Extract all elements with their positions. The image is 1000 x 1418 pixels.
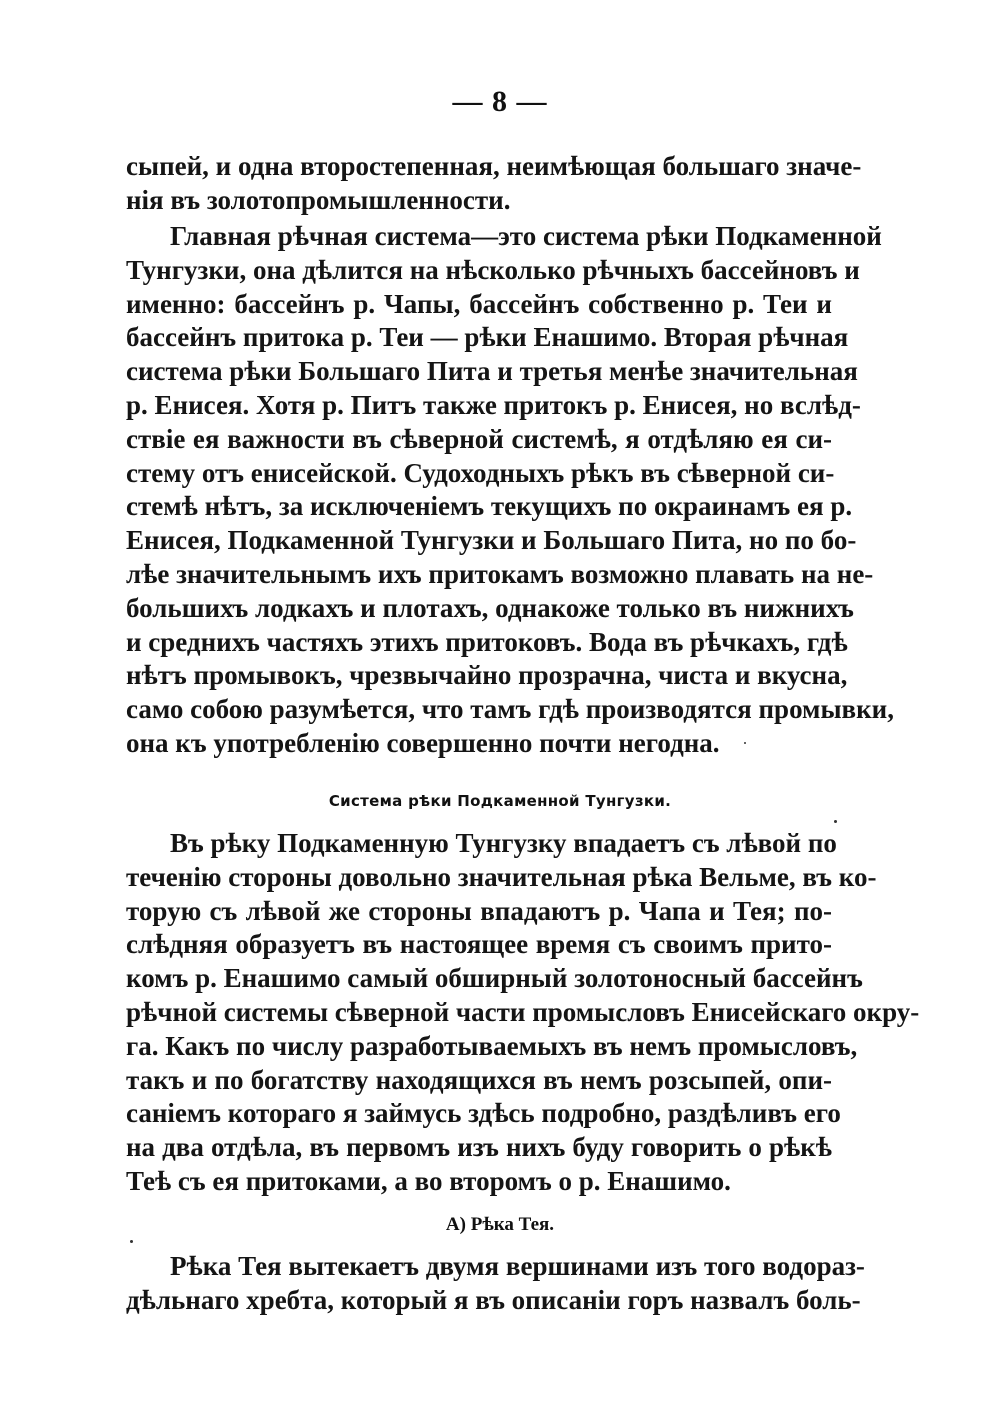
text-line: она къ употребленію совершенно почти негодна.	[126, 727, 720, 758]
text-line: стему отъ енисейской. Судоходныхъ рѣкъ въ сѣверной си-	[126, 457, 835, 488]
text-line: Теѣ съ ея притоками, а во второмъ о р. Енашимо.	[126, 1165, 731, 1196]
text-line: сыпей, и одна второстепенная, неимѣющая большаго значе-	[126, 151, 862, 181]
text-line: р. Енисея. Хотя р. Питъ также притокъ р. Енисея, но вслѣд-	[126, 389, 861, 420]
text-line: большихъ лодкахъ и плотахъ, однакоже только въ нижнихъ	[126, 592, 854, 623]
section-heading: Система рѣки Подкаменной Тунгузки.	[328, 792, 672, 810]
paragraph-tea	[126, 1250, 865, 1318]
text-line: дѣльнаго хребта, который я въ описаніи горъ назвалъ боль-	[126, 1284, 861, 1315]
paragraph-tunguska	[126, 827, 920, 1199]
text-line: Тунгузки, она дѣлится на нѣсколько рѣчныхъ бассейновъ и	[126, 254, 860, 285]
text-line: комъ р. Енашимо самый обширный золотоносный бассейнъ	[126, 963, 863, 994]
text-line: лѣе значительнымъ ихъ притокамъ возможно плавать на не-	[126, 558, 874, 589]
text-line: нія въ золотопромышленности.	[126, 184, 511, 215]
text-line: Рѣка Тея вытекаетъ двумя вершинами изъ того водораз-	[170, 1251, 865, 1281]
text-line: такъ и по богатству находящихся въ немъ розсыпей, опи-	[126, 1064, 832, 1095]
text-line: на два отдѣла, въ первомъ изъ нихъ буду говорить о рѣкѣ	[126, 1132, 832, 1163]
ink-speck	[834, 820, 837, 823]
text-line: бассейнъ притока р. Теи — рѣки Енашимо. Вторая рѣчная	[126, 322, 849, 353]
paragraph-river-systems	[126, 220, 894, 761]
ink-speck	[744, 742, 746, 744]
text-line: именно: бассейнъ р. Чапы, бассейнъ собственно р. Теи и	[126, 288, 832, 319]
subsection-heading: А) Рѣка Тея.	[445, 1214, 555, 1235]
text-line: ствіе ея важности въ сѣверной системѣ, я отдѣляю ея си-	[126, 423, 832, 454]
text-line: Енисея, Подкаменной Тунгузки и Большаго Пита, но по бо-	[126, 525, 857, 556]
text-line: нѣтъ промывокъ, чрезвычайно прозрачна, чиста и вкусна,	[126, 660, 848, 691]
text-line: и среднихъ частяхъ этихъ притоковъ. Вода въ рѣчкахъ, гдѣ	[126, 626, 848, 657]
page-number: — 8 —	[452, 85, 548, 118]
text-line: слѣдняя образуетъ въ настоящее время съ своимъ прито-	[126, 929, 832, 960]
text-line: стемѣ нѣтъ, за исключеніемъ текущихъ по окраинамъ ея р.	[126, 491, 853, 522]
text-line: га. Какъ по числу разработываемыхъ въ немъ промысловъ,	[126, 1030, 858, 1061]
text-line: рѣчной системы сѣверной части промысловъ Енисейскаго окру-	[126, 996, 920, 1027]
text-line: Главная рѣчная система—это система рѣки Подкаменной	[170, 221, 882, 251]
text-line: теченію стороны довольно значительная рѣка Вельме, въ ко-	[126, 861, 877, 892]
text-line: саніемъ котораго я займусь здѣсь подробно, раздѣливъ его	[126, 1098, 841, 1129]
text-line: само собою разумѣется, что тамъ гдѣ производятся промывки,	[126, 694, 894, 725]
text-line: торую съ лѣвой же стороны впадаютъ р. Чапа и Тея; по-	[126, 895, 832, 926]
text-line: система рѣки Большаго Пита и третья менѣе значительная	[126, 356, 858, 387]
ink-speck	[130, 1240, 133, 1243]
text-line: Въ рѣку Подкаменную Тунгузку впадаетъ съ лѣвой по	[170, 828, 837, 858]
paragraph-continued	[126, 150, 862, 218]
